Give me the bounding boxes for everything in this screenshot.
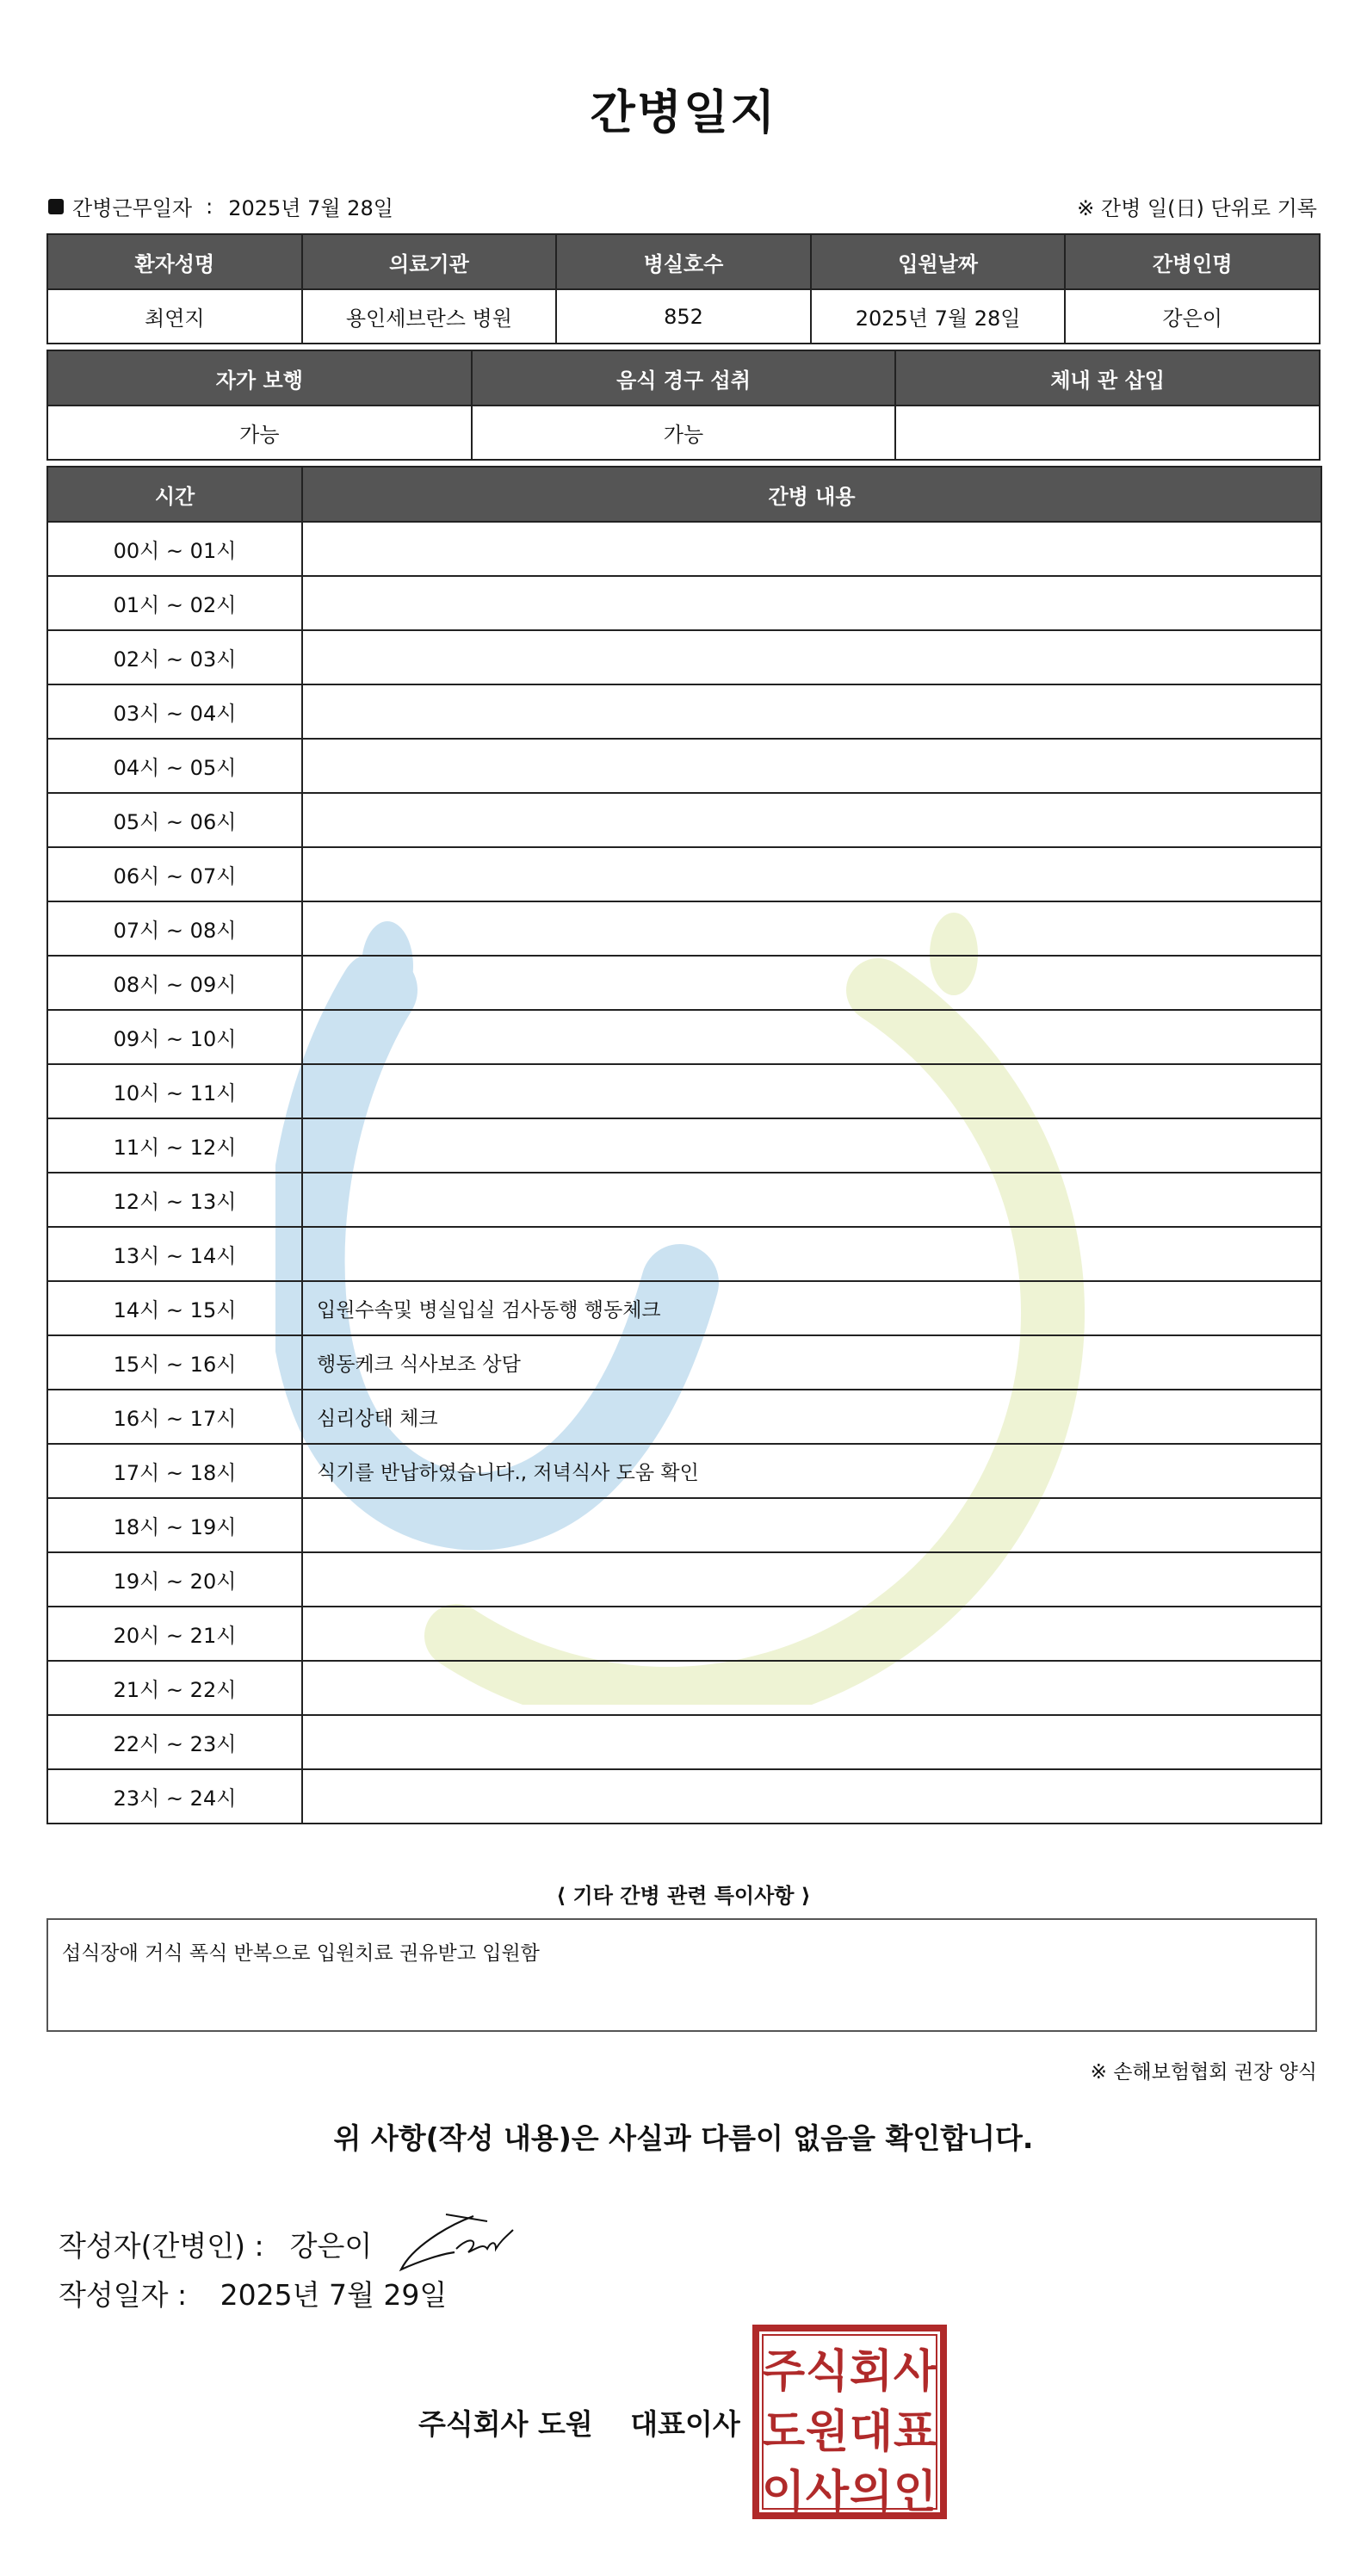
writer-name: 강은이 <box>289 2228 373 2263</box>
header-room: 병실호수 <box>556 234 811 289</box>
notes-title: ⟨ 기타 간병 관련 특이사항 ⟩ <box>556 1884 811 1908</box>
admission-date: 2025년 7월 28일 <box>811 289 1066 344</box>
log-content <box>302 739 1321 793</box>
log-content <box>302 1769 1321 1824</box>
table-row <box>47 522 1321 576</box>
table-row <box>47 684 1321 739</box>
written-date-line <box>59 2273 447 2313</box>
log-time: 20시 ~ 21시 <box>47 1607 302 1661</box>
patient-name: 최연지 <box>47 289 302 344</box>
work-date-value: 2025년 7월 28일 <box>228 196 393 220</box>
written-date-label: 작성일자 : <box>59 2278 188 2312</box>
log-content <box>302 1607 1321 1661</box>
notes-footer: ※ 손해보험협회 권장 양식 <box>1090 2061 1317 2084</box>
table-row <box>47 1498 1321 1552</box>
table-row <box>47 1390 1321 1444</box>
log-time: 23시 ~ 24시 <box>47 1769 302 1824</box>
header-oral-intake: 음식 경구 섭취 <box>472 350 896 406</box>
header-care-content: 간병 내용 <box>302 467 1321 522</box>
seal-character: 식 <box>805 2346 850 2398</box>
care-log-rows <box>47 522 1321 1824</box>
log-content: 입원수속및 병실입실 검사동행 행동체크 <box>302 1281 1321 1335</box>
table-row <box>47 1661 1321 1715</box>
unit-note: ※ 간병 일(日) 단위로 기록 <box>1077 196 1317 220</box>
table-row <box>47 901 1321 956</box>
work-date <box>48 191 393 221</box>
table-row <box>47 1552 1321 1607</box>
log-time: 07시 ~ 08시 <box>47 901 302 956</box>
seal-character: 이 <box>761 2467 806 2518</box>
caregiver-name: 강은이 <box>1065 289 1320 344</box>
table-row <box>47 576 1321 630</box>
log-time: 16시 ~ 17시 <box>47 1390 302 1444</box>
oral-intake-status: 가능 <box>472 406 896 460</box>
log-content <box>302 793 1321 847</box>
work-date-colon: : <box>206 194 213 219</box>
seal-character: 원 <box>805 2406 850 2458</box>
log-content <box>302 1227 1321 1281</box>
seal-character: 주 <box>761 2346 806 2398</box>
table-row <box>47 956 1321 1010</box>
log-time: 15시 ~ 16시 <box>47 1335 302 1390</box>
table-row <box>47 1769 1321 1824</box>
table-row <box>47 1335 1321 1390</box>
header-walking: 자가 보행 <box>47 350 472 406</box>
log-time: 17시 ~ 18시 <box>47 1444 302 1498</box>
log-time: 18시 ~ 19시 <box>47 1498 302 1552</box>
company-role: 대표이사 <box>630 2407 740 2441</box>
document-title: 간병일지 <box>590 85 777 139</box>
table-row <box>47 739 1321 793</box>
log-time: 01시 ~ 02시 <box>47 576 302 630</box>
log-time: 22시 ~ 23시 <box>47 1715 302 1769</box>
seal-character: 표 <box>893 2406 937 2458</box>
log-time: 10시 ~ 11시 <box>47 1064 302 1118</box>
patient-status-table <box>46 350 1321 461</box>
log-time: 12시 ~ 13시 <box>47 1173 302 1227</box>
log-time: 04시 ~ 05시 <box>47 739 302 793</box>
header-admission-date: 입원날짜 <box>811 234 1066 289</box>
log-content <box>302 1064 1321 1118</box>
seal-character: 회 <box>849 2346 894 2398</box>
log-content <box>302 576 1321 630</box>
table-row <box>47 1064 1321 1118</box>
log-content <box>302 1661 1321 1715</box>
log-content <box>302 630 1321 684</box>
table-row <box>47 630 1321 684</box>
bullet-icon <box>48 199 64 214</box>
table-row <box>47 1444 1321 1498</box>
table-row <box>47 1227 1321 1281</box>
table-row <box>47 847 1321 901</box>
log-time: 00시 ~ 01시 <box>47 522 302 576</box>
header-caregiver: 간병인명 <box>1065 234 1320 289</box>
log-time: 09시 ~ 10시 <box>47 1010 302 1064</box>
table-row <box>47 1607 1321 1661</box>
log-content <box>302 901 1321 956</box>
seal-character: 사 <box>805 2467 850 2518</box>
notes-box: 섭식장애 거식 폭식 반복으로 입원치료 권유받고 입원함 <box>46 1918 1317 2032</box>
log-content <box>302 684 1321 739</box>
table-row <box>47 793 1321 847</box>
table-row <box>47 1010 1321 1064</box>
walking-status: 가능 <box>47 406 472 460</box>
log-content <box>302 1552 1321 1607</box>
writer-line <box>59 2209 532 2278</box>
header-hospital: 의료기관 <box>302 234 557 289</box>
header-tube: 체내 관 삽입 <box>895 350 1320 406</box>
log-time: 05시 ~ 06시 <box>47 793 302 847</box>
room-number: 852 <box>556 289 811 344</box>
seal-character: 도 <box>761 2406 806 2458</box>
seal-character: 인 <box>893 2467 937 2518</box>
log-time: 13시 ~ 14시 <box>47 1227 302 1281</box>
log-time: 19시 ~ 20시 <box>47 1552 302 1607</box>
log-content: 행동케크 식사보조 상담 <box>302 1335 1321 1390</box>
seal-character: 사 <box>893 2346 937 2398</box>
table-row <box>47 1173 1321 1227</box>
log-content <box>302 847 1321 901</box>
confirmation-statement: 위 사항(작성 내용)은 사실과 다름이 없음을 확인합니다. <box>333 2121 1034 2155</box>
log-time: 03시 ~ 04시 <box>47 684 302 739</box>
log-time: 02시 ~ 03시 <box>47 630 302 684</box>
log-content: 심리상태 체크 <box>302 1390 1321 1444</box>
written-date-value: 2025년 7월 29일 <box>220 2278 448 2312</box>
log-time: 14시 ~ 15시 <box>47 1281 302 1335</box>
header-patient-name: 환자성명 <box>47 234 302 289</box>
log-content: 식기를 반납하였습니다., 저녁식사 도움 확인 <box>302 1444 1321 1498</box>
table-row <box>47 1715 1321 1769</box>
writer-label: 작성자(간병인) : <box>59 2228 264 2263</box>
company-seal-stamp <box>752 2325 947 2519</box>
log-content <box>302 1498 1321 1552</box>
log-time: 06시 ~ 07시 <box>47 847 302 901</box>
hospital: 용인세브란스 병원 <box>302 289 557 344</box>
log-time: 11시 ~ 12시 <box>47 1118 302 1173</box>
seal-character: 의 <box>849 2467 894 2518</box>
table-row <box>47 1281 1321 1335</box>
signature-image <box>394 2209 532 2278</box>
care-log-table <box>46 466 1322 1824</box>
log-content <box>302 1715 1321 1769</box>
company-name: 주식회사 도원 <box>418 2407 593 2441</box>
log-content <box>302 956 1321 1010</box>
patient-info-table <box>46 233 1321 344</box>
company-signature <box>418 2402 740 2443</box>
seal-character: 대 <box>849 2406 894 2458</box>
log-content <box>302 1010 1321 1064</box>
log-time: 08시 ~ 09시 <box>47 956 302 1010</box>
work-date-label: 간병근무일자 <box>72 196 193 220</box>
table-row <box>47 1118 1321 1173</box>
log-content <box>302 1118 1321 1173</box>
log-time: 21시 ~ 22시 <box>47 1661 302 1715</box>
tube-status <box>895 406 1320 460</box>
log-content <box>302 522 1321 576</box>
header-time: 시간 <box>47 467 302 522</box>
log-content <box>302 1173 1321 1227</box>
